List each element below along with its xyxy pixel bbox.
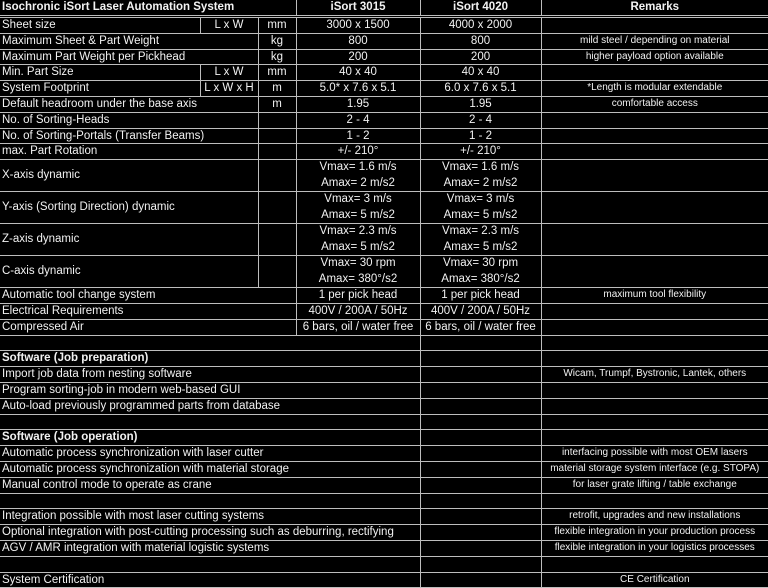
value-isort-3015: 400V / 200A / 50Hz (296, 303, 420, 319)
row-remark (541, 128, 768, 144)
column-header-remarks: Remarks (541, 0, 768, 17)
table-title: Isochronic iSort Laser Automation System (0, 0, 296, 17)
row-label: AGV / AMR integration with material logistic systems (0, 540, 420, 556)
row-label: No. of Sorting-Portals (Transfer Beams) (0, 128, 258, 144)
section-heading: Software (Job preparation) (0, 351, 420, 367)
value-isort-4020: 2 - 4 (420, 112, 541, 128)
row-unit: kg (258, 33, 296, 49)
table-row (0, 96, 768, 112)
spacer-row (0, 556, 768, 572)
table-row (0, 65, 768, 81)
vmax-value: Vmax= 1.6 m/s (319, 161, 397, 174)
row-label: Compressed Air (0, 319, 296, 335)
amax-value: Amax= 2 m/s2 (443, 176, 518, 189)
row-label: Min. Part Size (0, 65, 200, 81)
row-label: Auto-load previously programmed parts from database (0, 398, 420, 414)
table-row (0, 382, 768, 398)
vmax-value: Vmax= 2.3 m/s (442, 225, 520, 238)
table-row (0, 509, 768, 525)
value-isort-4020 (420, 224, 541, 256)
table-row (0, 525, 768, 541)
value-isort-3015: +/- 210° (296, 144, 420, 160)
row-label: System Footprint (0, 81, 200, 97)
row-label: Automatic process synchronization with material storage (0, 461, 420, 477)
table-row (0, 461, 768, 477)
row-unit (258, 192, 296, 224)
row-label: X-axis dynamic (0, 160, 258, 192)
vmax-value: Vmax= 30 rpm (442, 257, 519, 270)
value-isort-4020: 200 (420, 49, 541, 65)
value-isort-3015 (296, 256, 420, 288)
row-remark: higher payload option available (541, 49, 768, 65)
value-isort-3015 (296, 224, 420, 256)
row-label: Maximum Sheet & Part Weight (0, 33, 258, 49)
value-isort-3015: 800 (296, 33, 420, 49)
spacer-row (0, 335, 768, 351)
table-row (0, 192, 768, 224)
value-isort-4020: 400V / 200A / 50Hz (420, 303, 541, 319)
table-row (0, 288, 768, 304)
row-label: Maximum Part Weight per Pickhead (0, 49, 258, 65)
row-label: Z-axis dynamic (0, 224, 258, 256)
row-remark: flexible integration in your logistics processes (541, 540, 768, 556)
table-row (0, 33, 768, 49)
vmax-value: Vmax= 3 m/s (324, 193, 392, 206)
row-label: Y-axis (Sorting Direction) dynamic (0, 192, 258, 224)
row-label: Electrical Requirements (0, 303, 296, 319)
table-row (0, 303, 768, 319)
amax-value: Amax= 380°/s2 (441, 272, 520, 285)
row-label: Manual control mode to operate as crane (0, 477, 420, 493)
value-isort-4020: 4000 x 2000 (420, 17, 541, 34)
value-isort-4020: 6.0 x 7.6 x 5.1 (420, 81, 541, 97)
row-remark: interfacing possible with most OEM lasers (541, 446, 768, 462)
value-isort-4020 (420, 192, 541, 224)
table-row (0, 49, 768, 65)
row-label: Import job data from nesting software (0, 367, 420, 383)
amax-value: Amax= 2 m/s2 (321, 176, 395, 189)
table-row (0, 112, 768, 128)
row-label: max. Part Rotation (0, 144, 258, 160)
row-unit: kg (258, 49, 296, 65)
row-label: Default headroom under the base axis (0, 96, 258, 112)
amax-value: Amax= 5 m/s2 (321, 208, 395, 221)
table-row (0, 319, 768, 335)
row-remark: flexible integration in your production process (541, 525, 768, 541)
row-dimension: L x W (200, 17, 258, 34)
value-isort-4020: 1 - 2 (420, 128, 541, 144)
row-remark: CE Certification (541, 572, 768, 588)
row-unit (258, 160, 296, 192)
row-remark (541, 398, 768, 414)
table-row (0, 256, 768, 288)
spacer-row (0, 414, 768, 430)
table-row (0, 144, 768, 160)
column-header-isort-3015: iSort 3015 (296, 0, 420, 17)
vmax-value: Vmax= 3 m/s (446, 193, 515, 206)
value-isort-4020: 40 x 40 (420, 65, 541, 81)
value-isort-3015: 5.0* x 7.6 x 5.1 (296, 81, 420, 97)
row-remark (541, 144, 768, 160)
row-unit: m (258, 81, 296, 97)
table-row (0, 398, 768, 414)
row-remark: *Length is modular extendable (541, 81, 768, 97)
amax-value: Amax= 5 m/s2 (321, 240, 395, 253)
row-remark (541, 65, 768, 81)
row-label: Integration possible with most laser cutting systems (0, 509, 420, 525)
row-label: Automatic process synchronization with laser cutter (0, 446, 420, 462)
row-unit (258, 224, 296, 256)
value-isort-3015: 40 x 40 (296, 65, 420, 81)
table-row (0, 572, 768, 588)
table-row (0, 128, 768, 144)
row-remark (541, 319, 768, 335)
value-isort-3015: 2 - 4 (296, 112, 420, 128)
row-remark: material storage system interface (e.g. STOPA) (541, 461, 768, 477)
amax-value: Amax= 5 m/s2 (443, 240, 518, 253)
amax-value: Amax= 5 m/s2 (443, 208, 518, 221)
row-dimension: L x W (200, 65, 258, 81)
value-isort-3015: 6 bars, oil / water free (296, 319, 420, 335)
row-unit (258, 128, 296, 144)
table-row (0, 224, 768, 256)
row-label: System Certification (0, 572, 420, 588)
row-dimension: L x W x H (200, 81, 258, 97)
value-isort-3015: 1.95 (296, 96, 420, 112)
column-header-isort-4020: iSort 4020 (420, 0, 541, 17)
row-remark: comfortable access (541, 96, 768, 112)
table-row (0, 446, 768, 462)
row-unit (258, 144, 296, 160)
row-label: Sheet size (0, 17, 200, 34)
table-row (0, 160, 768, 192)
row-label: Automatic tool change system (0, 288, 296, 304)
row-label: Optional integration with post-cutting processing such as deburring, rectifying (0, 525, 420, 541)
vmax-value: Vmax= 30 rpm (320, 257, 396, 270)
vmax-value: Vmax= 1.6 m/s (442, 161, 520, 174)
spacer-row (0, 493, 768, 509)
row-label: Program sorting-job in modern web-based GUI (0, 382, 420, 398)
table-row (0, 81, 768, 97)
value-isort-4020: 1.95 (420, 96, 541, 112)
row-remark (541, 160, 768, 192)
value-isort-4020 (420, 256, 541, 288)
amax-value: Amax= 380°/s2 (318, 272, 398, 285)
value-isort-4020: 1 per pick head (420, 288, 541, 304)
row-remark (541, 256, 768, 288)
table-row (0, 367, 768, 383)
value-isort-3015: 1 - 2 (296, 128, 420, 144)
section-header-row (0, 351, 768, 367)
row-unit (258, 112, 296, 128)
value-isort-3015: 200 (296, 49, 420, 65)
vmax-value: Vmax= 2.3 m/s (319, 225, 397, 238)
value-isort-3015: 3000 x 1500 (296, 17, 420, 34)
value-isort-4020: +/- 210° (420, 144, 541, 160)
row-remark: Wicam, Trumpf, Bystronic, Lantek, others (541, 367, 768, 383)
value-isort-4020 (420, 160, 541, 192)
row-unit (258, 256, 296, 288)
row-label: No. of Sorting-Heads (0, 112, 258, 128)
value-isort-4020: 6 bars, oil / water free (420, 319, 541, 335)
row-remark (541, 112, 768, 128)
row-remark: retrofit, upgrades and new installations (541, 509, 768, 525)
row-remark: maximum tool flexibility (541, 288, 768, 304)
value-isort-4020: 800 (420, 33, 541, 49)
section-header-row (0, 430, 768, 446)
row-remark (541, 224, 768, 256)
value-isort-3015: 1 per pick head (296, 288, 420, 304)
value-isort-3015 (296, 192, 420, 224)
table-header-row (0, 0, 768, 17)
section-heading: Software (Job operation) (0, 430, 420, 446)
row-remark (541, 17, 768, 34)
row-unit: mm (258, 65, 296, 81)
row-unit: mm (258, 17, 296, 34)
table-row (0, 17, 768, 34)
row-remark: for laser grate lifting / table exchange (541, 477, 768, 493)
value-isort-3015 (296, 160, 420, 192)
row-unit: m (258, 96, 296, 112)
table-row (0, 477, 768, 493)
row-label: C-axis dynamic (0, 256, 258, 288)
row-remark (541, 303, 768, 319)
row-remark: mild steel / depending on material (541, 33, 768, 49)
row-remark (541, 192, 768, 224)
row-remark (541, 382, 768, 398)
table-row (0, 540, 768, 556)
